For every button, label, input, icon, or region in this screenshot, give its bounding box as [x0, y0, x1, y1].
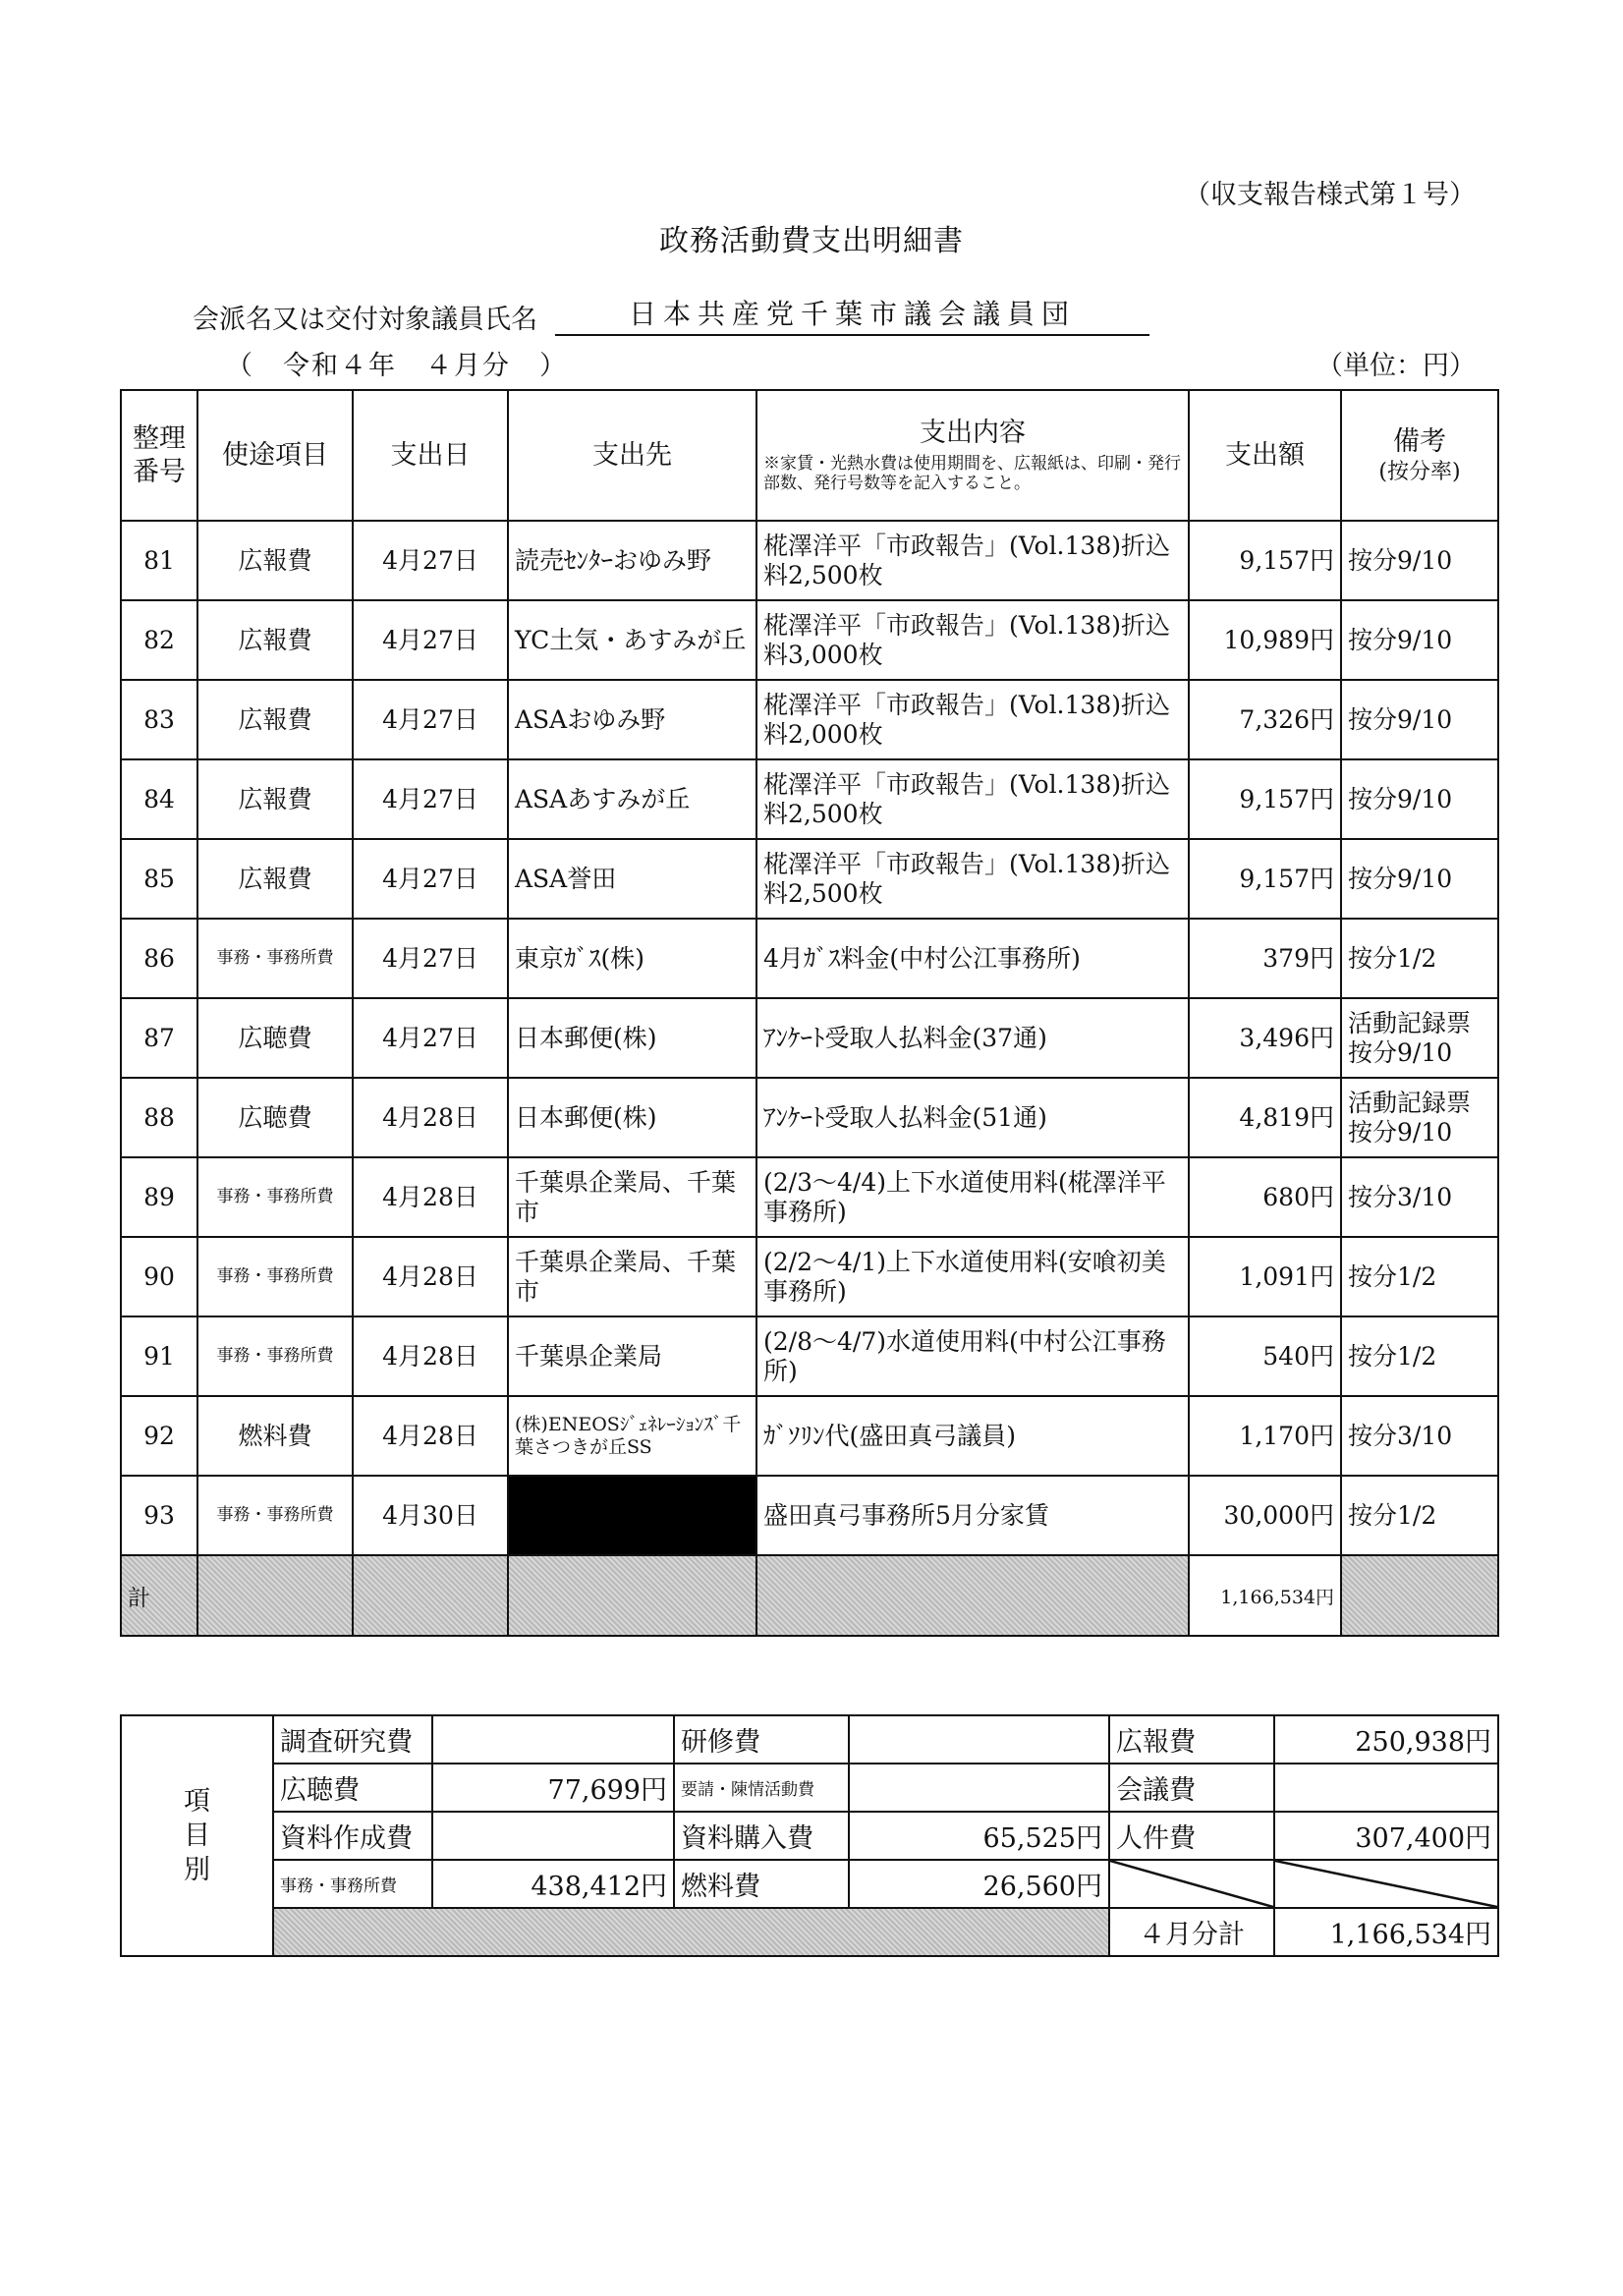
research-value [432, 1715, 674, 1764]
fuel-value: 26,560円 [849, 1860, 1109, 1908]
row-remarks: 按分9/10 [1341, 600, 1498, 680]
row-content: 椛澤洋平「市政報告」(Vol.138)折込料2,000枚 [756, 680, 1189, 759]
row-category: 事務・事務所費 [197, 919, 353, 998]
row-remarks: 活動記録票 按分9/10 [1341, 998, 1498, 1078]
row-content: 椛澤洋平「市政報告」(Vol.138)折込料2,500枚 [756, 521, 1189, 600]
office-value: 438,412円 [432, 1860, 674, 1908]
table-row [121, 1396, 1498, 1476]
row-category: 事務・事務所費 [197, 1237, 353, 1316]
row-date: 4月27日 [353, 839, 508, 919]
row-date: 4月28日 [353, 1157, 508, 1237]
row-remarks: 按分3/10 [1341, 1157, 1498, 1237]
row-payee: ASA誉田 [508, 839, 756, 919]
row-amount: 379円 [1189, 919, 1341, 998]
table-header-row [121, 390, 1498, 521]
side-label-1: 項 [184, 1785, 210, 1817]
meeting-value [1274, 1764, 1498, 1812]
training-value [849, 1715, 1109, 1764]
row-payee: YC土気・あすみが丘 [508, 600, 756, 680]
total-row [121, 1555, 1498, 1636]
row-date: 4月28日 [353, 1237, 508, 1316]
row-amount: 1,091円 [1189, 1237, 1341, 1316]
month-total-label: ４月分計 [1109, 1908, 1274, 1956]
row-remarks: 按分1/2 [1341, 1237, 1498, 1316]
category-summary-table [120, 1714, 1499, 1957]
row-amount: 1,170円 [1189, 1396, 1341, 1476]
row-no: 87 [121, 998, 197, 1078]
row-date: 4月27日 [353, 919, 508, 998]
row-remarks: 按分1/2 [1341, 1476, 1498, 1555]
empty-diagonal-cell [1109, 1860, 1274, 1908]
row-amount: 4,819円 [1189, 1078, 1341, 1157]
side-label-2: 目 [184, 1820, 210, 1851]
table-row [121, 1476, 1498, 1555]
total-amount: 1,166,534円 [1189, 1555, 1341, 1636]
row-remarks: 按分1/2 [1341, 919, 1498, 998]
row-content: (2/8～4/7)水道使用料(中村公江事務所) [756, 1316, 1189, 1396]
faction-line [193, 293, 1149, 336]
row-date: 4月28日 [353, 1316, 508, 1396]
month-total-value: 1,166,534円 [1274, 1908, 1498, 1956]
row-category: 広報費 [197, 521, 353, 600]
row-no: 81 [121, 521, 197, 600]
total-shade-cell [197, 1555, 353, 1636]
header-remarks-sub: (按分率) [1378, 459, 1461, 484]
row-no: 88 [121, 1078, 197, 1157]
table-row [121, 919, 1498, 998]
row-content: ｱﾝｹｰﾄ受取人払料金(51通) [756, 1078, 1189, 1157]
row-category: 広報費 [197, 759, 353, 839]
header-content-label: 支出内容 [920, 418, 1026, 449]
row-payee: ASAあすみが丘 [508, 759, 756, 839]
header-date: 支出日 [353, 390, 508, 521]
header-payee: 支出先 [508, 390, 756, 521]
table-row [121, 1237, 1498, 1316]
table-row [121, 839, 1498, 919]
fuel-label: 燃料費 [674, 1860, 849, 1908]
form-number: （収支報告様式第１号） [1184, 180, 1476, 210]
row-category: 広報費 [197, 839, 353, 919]
materials-make-value [432, 1812, 674, 1860]
header-category: 使途項目 [197, 390, 353, 521]
row-date: 4月30日 [353, 1476, 508, 1555]
row-amount: 680円 [1189, 1157, 1341, 1237]
row-payee: (株)ENEOSｼﾞｪﾈﾚｰｼｮﾝｽﾞ千葉さつきが丘SS [508, 1396, 756, 1476]
row-date: 4月27日 [353, 600, 508, 680]
header-remarks [1341, 390, 1498, 521]
faction-value: 日本共産党千葉市議会議員団 [555, 293, 1149, 336]
side-label-3: 別 [184, 1855, 210, 1886]
row-category: 広報費 [197, 680, 353, 759]
summary-row [121, 1860, 1498, 1908]
row-no: 93 [121, 1476, 197, 1555]
hearing-label: 広聴費 [273, 1764, 432, 1812]
header-no: 整理番号 [121, 390, 197, 521]
row-amount: 10,989円 [1189, 600, 1341, 680]
row-category: 広聴費 [197, 998, 353, 1078]
table-row [121, 1157, 1498, 1237]
row-amount: 9,157円 [1189, 759, 1341, 839]
row-no: 84 [121, 759, 197, 839]
materials-buy-value: 65,525円 [849, 1812, 1109, 1860]
row-remarks: 按分9/10 [1341, 680, 1498, 759]
table-row [121, 600, 1498, 680]
row-no: 83 [121, 680, 197, 759]
row-date: 4月28日 [353, 1396, 508, 1476]
row-remarks: 按分1/2 [1341, 1316, 1498, 1396]
row-amount: 9,157円 [1189, 521, 1341, 600]
materials-make-label: 資料作成費 [273, 1812, 432, 1860]
period: （ 令和４年 ４月分 ） [226, 351, 568, 381]
row-remarks: 活動記録票 按分9/10 [1341, 1078, 1498, 1157]
row-date: 4月27日 [353, 759, 508, 839]
summary-shade-cell [273, 1908, 1109, 1956]
row-category: 事務・事務所費 [197, 1316, 353, 1396]
materials-buy-label: 資料購入費 [674, 1812, 849, 1860]
summary-total-row [121, 1908, 1498, 1956]
total-label: 計 [121, 1555, 197, 1636]
header-remarks-label: 備考 [1393, 425, 1446, 457]
row-content: ｶﾞｿﾘﾝ代(盛田真弓議員) [756, 1396, 1189, 1476]
row-no: 89 [121, 1157, 197, 1237]
page-title: 政務活動費支出明細書 [659, 224, 964, 258]
row-payee: 日本郵便(株) [508, 998, 756, 1078]
unit-label: （単位：円） [1316, 351, 1476, 381]
row-date: 4月28日 [353, 1078, 508, 1157]
row-content: 椛澤洋平「市政報告」(Vol.138)折込料3,000枚 [756, 600, 1189, 680]
hearing-value: 77,699円 [432, 1764, 674, 1812]
row-content: (2/3～4/4)上下水道使用料(椛澤洋平事務所) [756, 1157, 1189, 1237]
total-shade-cell [353, 1555, 508, 1636]
row-amount: 540円 [1189, 1316, 1341, 1396]
table-row [121, 1316, 1498, 1396]
row-remarks: 按分9/10 [1341, 839, 1498, 919]
row-remarks: 按分3/10 [1341, 1396, 1498, 1476]
personnel-label: 人件費 [1109, 1812, 1274, 1860]
row-content: 盛田真弓事務所5月分家賃 [756, 1476, 1189, 1555]
summary-row [121, 1812, 1498, 1860]
row-content: 椛澤洋平「市政報告」(Vol.138)折込料2,500枚 [756, 839, 1189, 919]
row-remarks: 按分9/10 [1341, 521, 1498, 600]
row-remarks: 按分9/10 [1341, 759, 1498, 839]
row-content: ｱﾝｹｰﾄ受取人払料金(37通) [756, 998, 1189, 1078]
table-row [121, 680, 1498, 759]
row-content: (2/2～4/1)上下水道使用料(安喰初美事務所) [756, 1237, 1189, 1316]
row-payee: 千葉県企業局、千葉市 [508, 1237, 756, 1316]
pr-value: 250,938円 [1274, 1715, 1498, 1764]
petition-value [849, 1764, 1109, 1812]
row-amount: 9,157円 [1189, 839, 1341, 919]
header-amount: 支出額 [1189, 390, 1341, 521]
header-content [756, 390, 1189, 521]
row-payee: 東京ｶﾞｽ(株) [508, 919, 756, 998]
row-payee: 日本郵便(株) [508, 1078, 756, 1157]
meeting-label: 会議費 [1109, 1764, 1274, 1812]
summary-row [121, 1764, 1498, 1812]
row-amount: 3,496円 [1189, 998, 1341, 1078]
total-shade-cell [1341, 1555, 1498, 1636]
total-shade-cell [508, 1555, 756, 1636]
research-label: 調査研究費 [273, 1715, 432, 1764]
expense-table [120, 389, 1499, 1637]
row-date: 4月27日 [353, 680, 508, 759]
row-payee: ASAおゆみ野 [508, 680, 756, 759]
row-amount: 7,326円 [1189, 680, 1341, 759]
row-no: 82 [121, 600, 197, 680]
training-label: 研修費 [674, 1715, 849, 1764]
pr-label: 広報費 [1109, 1715, 1274, 1764]
summary-side-label [121, 1715, 273, 1956]
row-content: 4月ｶﾞｽ料金(中村公江事務所) [756, 919, 1189, 998]
row-no: 85 [121, 839, 197, 919]
row-no: 86 [121, 919, 197, 998]
table-row [121, 1078, 1498, 1157]
row-payee [508, 1476, 756, 1555]
row-payee: 千葉県企業局、千葉市 [508, 1157, 756, 1237]
row-category: 事務・事務所費 [197, 1476, 353, 1555]
row-date: 4月27日 [353, 998, 508, 1078]
personnel-value: 307,400円 [1274, 1812, 1498, 1860]
row-no: 91 [121, 1316, 197, 1396]
row-payee: 読売ｾﾝﾀｰおゆみ野 [508, 521, 756, 600]
row-category: 広報費 [197, 600, 353, 680]
office-label: 事務・事務所費 [273, 1860, 432, 1908]
row-amount: 30,000円 [1189, 1476, 1341, 1555]
row-category: 事務・事務所費 [197, 1157, 353, 1237]
row-payee: 千葉県企業局 [508, 1316, 756, 1396]
empty-diagonal-cell [1274, 1860, 1498, 1908]
row-category: 燃料費 [197, 1396, 353, 1476]
table-row [121, 521, 1498, 600]
summary-row [121, 1715, 1498, 1764]
row-no: 92 [121, 1396, 197, 1476]
header-content-note: ※家賃・光熱水費は使用期間を、広報紙は、印刷・発行部数、発行号数等を記入すること。 [763, 453, 1181, 494]
row-no: 90 [121, 1237, 197, 1316]
table-row [121, 759, 1498, 839]
row-content: 椛澤洋平「市政報告」(Vol.138)折込料2,500枚 [756, 759, 1189, 839]
petition-label: 要請・陳情活動費 [674, 1764, 849, 1812]
table-row [121, 998, 1498, 1078]
row-category: 広聴費 [197, 1078, 353, 1157]
row-date: 4月27日 [353, 521, 508, 600]
total-shade-cell [756, 1555, 1189, 1636]
faction-label: 会派名又は交付対象議員氏名 [193, 305, 537, 335]
